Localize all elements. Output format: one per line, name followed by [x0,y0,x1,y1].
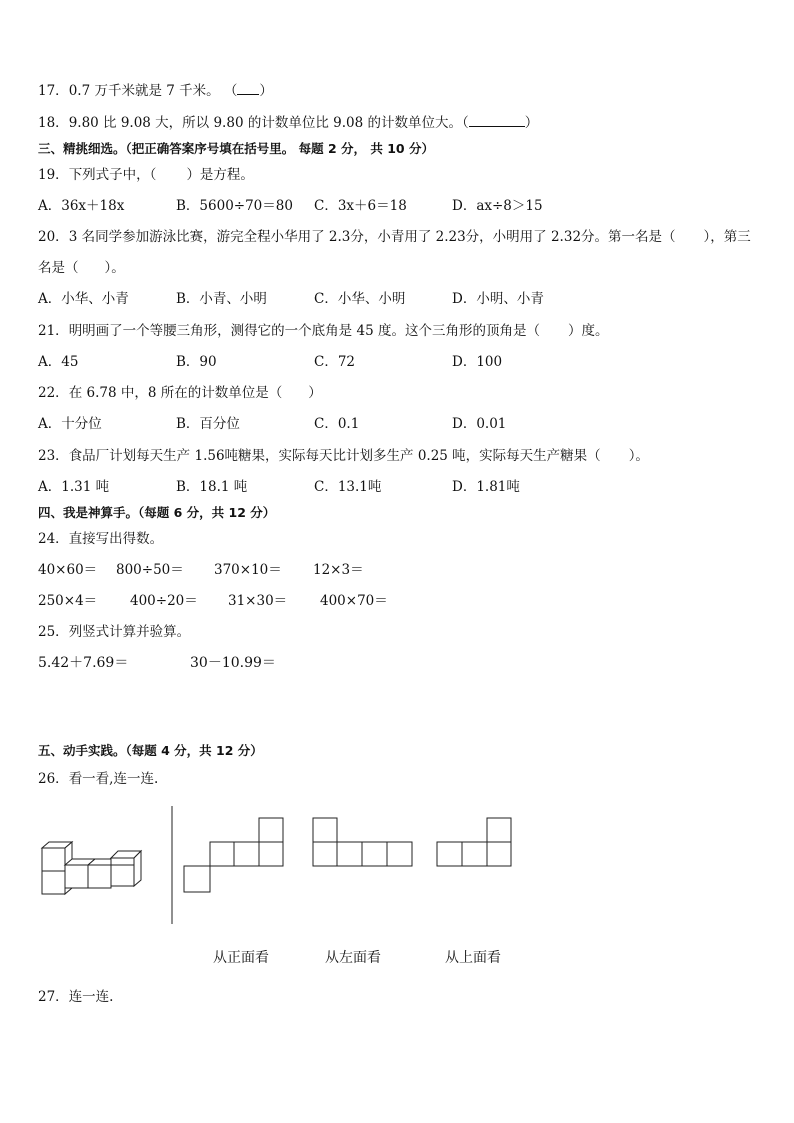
q24-calc-3: 370×10＝ [214,562,282,578]
cube-structure [42,842,141,894]
q19-text-a: 下列式子中，（ [68,167,157,183]
q26-number: 26． [38,771,69,787]
q24-calc-1: 40×60＝ [38,562,98,578]
q21-option-c[interactable]: C．72 [314,354,356,370]
q20-option-c[interactable]: C．小华、小明 [314,291,406,307]
q25-text: 列竖式计算并验算。 [68,624,191,640]
q21-text-a: 明明画了一个等腰三角形，测得它的一个底角是 45 度。这个三角形的顶角是（ [68,323,540,339]
q20-text-a: 3 名同学参加游泳比赛，游完全程小华用了 2.3分，小青用了 2.23分，小明用了 2.32分。第一名是（ [68,229,676,245]
q20-option-d[interactable]: D．小明、小青 [452,291,544,307]
q23-text-b: ）。 [628,448,649,464]
q23-option-c[interactable]: C．13.1吨 [314,479,382,495]
q17-number: 17． [38,83,69,99]
front-view-shape [184,818,283,892]
section-5-title: 五、动手实践。（每题 4 分，共 12 分） [38,743,263,758]
q18-paren-open: （ [461,115,469,131]
q25-calc-2: 30－10.99＝ [190,655,276,671]
q17-paren-open: （ [223,83,238,99]
q24-number: 24． [38,531,69,547]
q27-number: 27． [38,989,69,1005]
section-3-title: 三、精挑细选。（把正确答案序号填在括号里。 每题 2 分， 共 10 分） [38,141,434,156]
q21-option-d[interactable]: D．100 [452,354,503,370]
q17-paren-close: ） [259,83,273,99]
section-4-title: 四、我是神算手。（每题 6 分，共 12 分） [38,505,276,520]
q24-text: 直接写出得数。 [68,531,164,547]
q19-number: 19． [38,167,69,183]
q17-text: 0.7 万千米就是 7 千米。 [68,83,220,99]
q24-calc-4: 12×3＝ [313,562,364,578]
q25-number: 25． [38,624,69,640]
q20-option-a[interactable]: A．小华、小青 [38,291,129,307]
q19-option-a[interactable]: A．36x＋18x [38,198,125,214]
question-27 [38,988,113,1006]
q22-text-a: 在 6.78 中，8 所在的计数单位是（ [68,385,283,401]
q24-calc-8: 400×70＝ [320,593,388,609]
q22-option-d[interactable]: D．0.01 [452,416,507,432]
q19-option-c[interactable]: C．3x＋6＝18 [314,198,407,214]
q21-number: 21． [38,323,69,339]
q18-text: 9.80 比 9.08 大，所以 9.80 的计数单位比 9.08 的计数单位大。 [68,115,462,131]
q21-option-b[interactable]: B．90 [176,354,217,370]
q24-calc-6: 400÷20＝ [130,593,198,609]
q22-text-b: ） [308,385,322,401]
left-view-shape [313,818,412,866]
q20-number: 20． [38,229,69,245]
view-label-top: 从上面看 [445,950,501,966]
q20-text-d: ）。 [104,260,125,276]
q20-text-c: 名是（ [38,260,79,276]
q23-option-a[interactable]: A．1.31 吨 [38,479,110,495]
q23-option-b[interactable]: B．18.1 吨 [176,479,248,495]
q19-option-d[interactable]: D．ax÷8＞15 [452,198,543,214]
q19-option-b[interactable]: B．5600÷70＝80 [176,198,293,214]
q27-text: 连一连. [68,989,114,1005]
q21-text-b: ）度。 [567,323,609,339]
view-label-front: 从正面看 [213,950,269,966]
q18-paren-close: ） [524,115,539,131]
q24-calc-2: 800÷50＝ [116,562,184,578]
view-label-left: 从左面看 [325,950,381,966]
q20-option-b[interactable]: B．小青、小明 [176,291,267,307]
q21-option-a[interactable]: A．45 [38,354,79,370]
q23-text-a: 食品厂计划每天生产 1.56吨糖果，实际每天比计划多生产 0.25 吨，实际每天生产糖果（ [68,448,601,464]
q26-text: 看一看,连一连. [68,771,159,787]
q24-calc-7: 31×30＝ [228,593,288,609]
q19-text-b: ）是方程。 [186,167,254,183]
top-view-shape [437,818,511,866]
q18-number: 18． [38,115,69,131]
q23-option-d[interactable]: D．1.81吨 [452,479,520,495]
q20-text-b: ），第三 [703,229,751,245]
q22-option-c[interactable]: C．0.1 [314,416,360,432]
q25-calc-1: 5.42＋7.69＝ [38,655,129,671]
q23-number: 23． [38,448,69,464]
q22-option-a[interactable]: A．十分位 [38,416,102,432]
q24-calc-5: 250×4＝ [38,593,98,609]
q22-number: 22． [38,385,69,401]
q22-option-b[interactable]: B．百分位 [176,416,240,432]
